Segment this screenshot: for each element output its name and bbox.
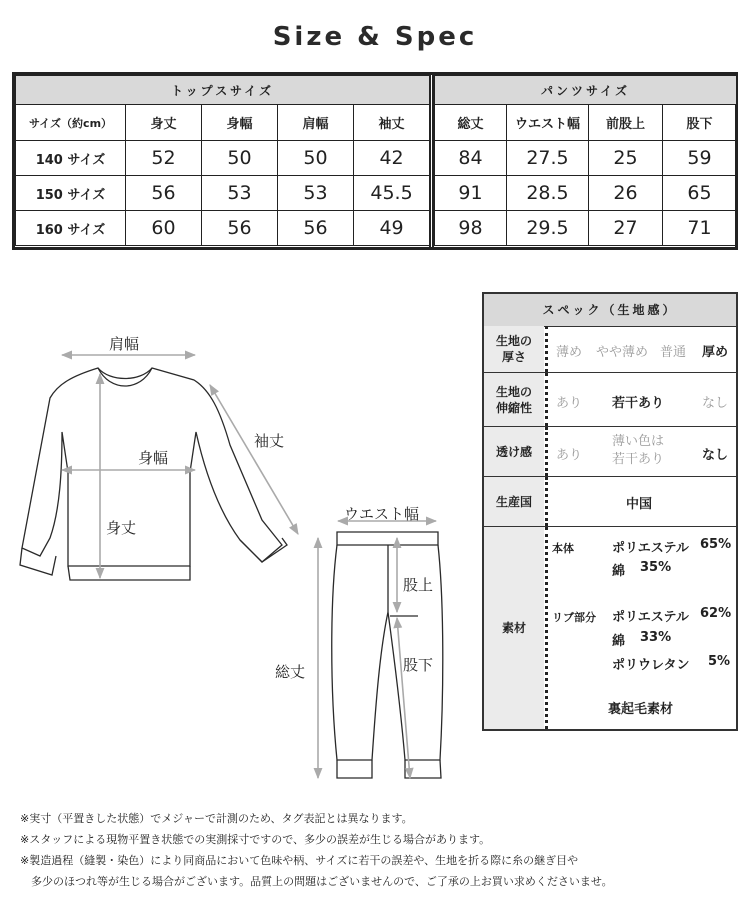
option-stretch-no: なし [702,396,729,411]
col-sleeve-length: 袖丈 [354,105,430,141]
col-body-length: 身丈 [126,105,202,141]
dotted-divider [545,477,548,526]
spec-label: 生地の 伸縮性 [484,373,544,426]
dotted-divider [545,373,548,426]
option-sheer-no-selected: なし [702,448,729,463]
note-line: ※製造過程（縫製・染色）により同商品において色味や柄、サイズに若干の誤差や、生地を折る際に糸の継ぎ目や [20,854,579,867]
sleeve-length-label: 袖丈 [254,432,285,450]
dotted-divider [545,326,548,372]
material-percent: 35% [640,560,672,575]
tops-size-header: トップスサイズ [16,76,430,105]
option-thick-selected: 厚め [702,345,729,360]
note-line: ※スタッフによる現物平置き状態での実測採寸ですので、多少の誤差が生じる場合があります。 [20,833,491,846]
table-cell: 84 [435,141,507,176]
spec-row-thickness [484,326,736,373]
inseam-label: 股下 [403,656,434,674]
table-row [435,141,737,176]
notes [20,808,740,892]
spec-row-material [484,527,736,729]
col-body-width: 身幅 [202,105,278,141]
size-corner-label: サイズ（約cm） [16,105,126,141]
table-cell: 26 [589,176,663,211]
material-line: ポリエステル [612,541,689,556]
option-normal: 普通 [660,345,687,360]
table-cell: 53 [202,176,278,211]
material-body-label: 本体 [552,542,574,555]
option-thin: 薄め [556,345,583,360]
col-front-rise: 前股上 [589,105,663,141]
table-cell: 27 [589,211,663,246]
table-cell: 71 [663,211,737,246]
waist-width-label: ウエスト幅 [344,505,420,523]
origin-value: 中国 [626,497,653,512]
table-cell: 29.5 [507,211,589,246]
option-sheer-slight: 薄い色は 若干あり [612,434,665,467]
option-stretch-slight-selected: 若干あり [612,396,665,411]
body-length-label: 身丈 [106,519,137,537]
size-table [12,72,738,250]
table-cell: 42 [354,141,430,176]
material-percent: 65% [700,537,732,552]
table-row [435,176,737,211]
table-cell: 56 [126,176,202,211]
note-line: ※実寸（平置きした状態）でメジャーで計測のため、タグ表記とは異なります。 [20,812,413,825]
table-cell: 60 [126,211,202,246]
table-cell: 98 [435,211,507,246]
material-rib-label: リブ部分 [552,611,596,624]
shoulder-width-label: 肩幅 [109,335,140,353]
spec-label: 生産国 [484,477,544,526]
size-label: 160 サイズ [16,211,126,246]
spec-label: 生地の 厚さ [484,326,544,372]
table-cell: 27.5 [507,141,589,176]
table-cell: 53 [278,176,354,211]
table-row [435,211,737,246]
material-note: 裏起毛素材 [608,702,674,717]
body-width-label: 身幅 [138,449,169,467]
material-line: 綿 [612,564,626,579]
spec-row-sheer [484,427,736,477]
spec-row-origin [484,477,736,527]
material-line: ポリウレタン [612,658,690,673]
pants-size-header: パンツサイズ [435,76,737,105]
material-percent: 33% [640,630,672,645]
option-sheer-yes: あり [556,448,583,463]
total-length-label: 総丈 [275,663,306,681]
size-label: 150 サイズ [16,176,126,211]
size-label: 140 サイズ [16,141,126,176]
measurement-diagram [0,270,480,800]
table-cell: 25 [589,141,663,176]
page-title: Size & Spec [272,22,478,52]
dotted-divider [545,427,548,476]
dotted-divider [545,527,548,729]
table-cell: 56 [202,211,278,246]
sweatshirt-illustration [20,368,287,580]
table-cell: 91 [435,176,507,211]
table-cell: 49 [354,211,430,246]
col-inseam: 股下 [663,105,737,141]
table-row [16,141,430,176]
table-cell: 52 [126,141,202,176]
tops-size-table [15,75,430,246]
col-waist-width: ウエスト幅 [507,105,589,141]
col-total-length: 総丈 [435,105,507,141]
table-cell: 28.5 [507,176,589,211]
pants-size-table [434,75,737,246]
spec-label: 透け感 [484,427,544,476]
note-line: 多少のほつれ等が生じる場合がございます。品質上の問題はございませんので、ご了承の上お買い求めくださいませ。 [20,875,613,888]
table-cell: 56 [278,211,354,246]
table-cell: 59 [663,141,737,176]
material-line: 綿 [612,634,626,649]
material-percent: 5% [708,654,731,669]
material-line: ポリエステル [612,610,689,625]
rise-label: 股上 [403,576,434,594]
option-slightly-thin: やや薄め [596,345,649,360]
table-cell: 45.5 [354,176,430,211]
table-cell: 50 [278,141,354,176]
spec-row-stretch [484,373,736,427]
table-row [16,176,430,211]
option-stretch-yes: あり [556,396,583,411]
table-cell: 50 [202,141,278,176]
spec-table [482,292,738,731]
spec-header: スペック（生地感） [484,294,736,327]
material-percent: 62% [700,606,732,621]
col-shoulder-width: 肩幅 [278,105,354,141]
table-row [16,211,430,246]
spec-label: 素材 [484,527,544,729]
table-cell: 65 [663,176,737,211]
